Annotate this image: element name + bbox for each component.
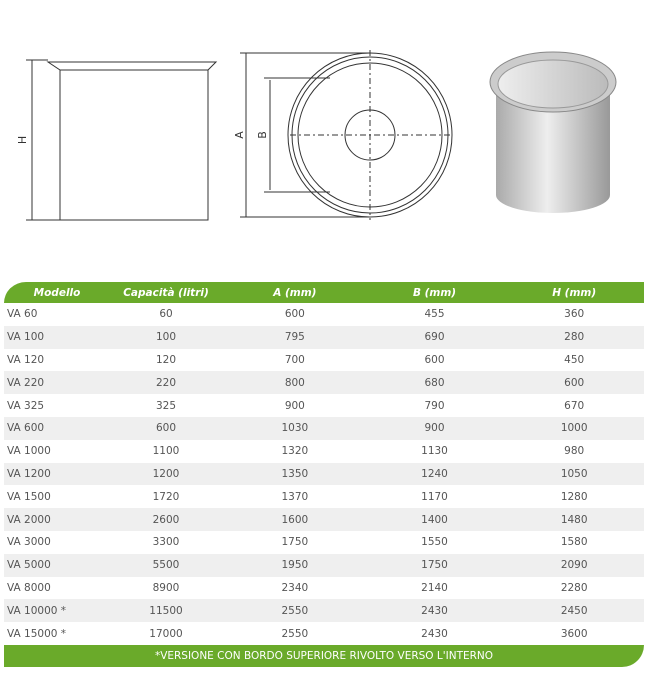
- table-cell: 600: [155, 422, 177, 435]
- table-cell: 1280: [560, 490, 588, 503]
- table-cell: 60: [159, 308, 173, 321]
- table-cell: 670: [564, 399, 585, 412]
- table-cell: 2140: [421, 581, 448, 594]
- table-cell: 17000: [149, 627, 183, 640]
- table-cell: 1000: [560, 422, 588, 435]
- table-cell: 1200: [152, 467, 180, 480]
- table-row: [4, 531, 644, 554]
- table-cell: VA 600: [7, 422, 45, 435]
- table-cell: 3600: [560, 627, 588, 640]
- table-cell: 2280: [560, 581, 588, 594]
- table-cell: 325: [155, 399, 177, 412]
- table-cell: 680: [424, 376, 445, 389]
- table-cell: 1400: [421, 513, 448, 526]
- table-cell: 3300: [152, 536, 180, 549]
- table-cell: 1480: [560, 513, 588, 526]
- table-row: [4, 326, 644, 349]
- table-cell: 2340: [281, 581, 309, 594]
- table-cell: 280: [564, 331, 585, 344]
- table-row: [4, 349, 644, 372]
- table-cell: 2090: [560, 559, 588, 572]
- label-h: H: [16, 135, 29, 145]
- table-cell: 1950: [281, 559, 309, 572]
- technical-drawings: [0, 0, 647, 270]
- table-row: [4, 508, 644, 531]
- table-cell: VA 5000: [7, 559, 51, 572]
- table-cell: VA 15000 *: [7, 627, 67, 640]
- table-cell: 690: [424, 331, 445, 344]
- table-cell: 2430: [421, 627, 448, 640]
- table-cell: 1550: [421, 536, 448, 549]
- table-cell: 1100: [152, 445, 180, 458]
- table-cell: VA 2000: [7, 513, 51, 526]
- table-cell: VA 1500: [7, 490, 51, 503]
- table-cell: 450: [564, 353, 585, 366]
- table-cell: 700: [284, 353, 305, 366]
- table-row: [4, 303, 644, 326]
- product-table: [4, 282, 644, 667]
- table-cell: 2550: [281, 627, 309, 640]
- table-cell: VA 1200: [7, 467, 51, 480]
- table-cell: 1050: [560, 467, 588, 480]
- table-row: [4, 463, 644, 486]
- table-cell: 600: [424, 353, 445, 366]
- table-cell: VA 1000: [7, 445, 51, 458]
- table-cell: VA 60: [7, 308, 38, 321]
- table-cell: 2550: [281, 604, 309, 617]
- table-row: [4, 440, 644, 463]
- table-cell: VA 325: [7, 399, 45, 412]
- svg-text:A: A: [233, 131, 246, 139]
- table-cell: 600: [564, 376, 585, 389]
- table-row: [4, 554, 644, 577]
- table-header: Modello Capacità (litri) A (mm) B (mm) H (mm): [4, 282, 644, 303]
- table-cell: 455: [424, 308, 445, 321]
- table-row: [4, 599, 644, 622]
- table-cell: 5500: [152, 559, 180, 572]
- table-row: [4, 622, 644, 645]
- table-cell: 1240: [421, 467, 448, 480]
- cylinder-3d: [490, 52, 616, 213]
- table-cell: 1750: [281, 536, 309, 549]
- table-cell: 1720: [152, 490, 180, 503]
- table-row: [4, 371, 644, 394]
- top-view: [233, 50, 452, 220]
- footnote: *VERSIONE CON BORDO SUPERIORE RIVOLTO VERSO L'INTERNO: [4, 645, 644, 667]
- table-cell: 1320: [281, 445, 309, 458]
- table-cell: VA 10000 *: [7, 604, 67, 617]
- table-cell: 120: [155, 353, 177, 366]
- table-cell: 800: [284, 376, 305, 389]
- table-cell: 2430: [421, 604, 448, 617]
- table-row: [4, 577, 644, 600]
- table-cell: 1350: [281, 467, 309, 480]
- table-cell: 1030: [281, 422, 309, 435]
- table-cell: VA 120: [7, 353, 45, 366]
- table-cell: VA 220: [7, 376, 45, 389]
- table-cell: 1580: [560, 536, 588, 549]
- svg-text:B: B: [256, 131, 269, 139]
- table-cell: 1170: [421, 490, 448, 503]
- table-row: [4, 485, 644, 508]
- table-row: [4, 417, 644, 440]
- table-cell: 1600: [281, 513, 309, 526]
- table-cell: 980: [564, 445, 585, 458]
- table-cell: VA 100: [7, 331, 45, 344]
- table-cell: VA 8000: [7, 581, 51, 594]
- table-cell: 1370: [281, 490, 309, 503]
- table-cell: 100: [155, 331, 177, 344]
- table-cell: 8900: [152, 581, 180, 594]
- table-cell: 2600: [152, 513, 180, 526]
- table-cell: VA 3000: [7, 536, 51, 549]
- table-cell: 2450: [560, 604, 588, 617]
- table-cell: 790: [424, 399, 445, 412]
- table-cell: 900: [424, 422, 445, 435]
- table-cell: 360: [564, 308, 585, 321]
- table-cell: 220: [155, 376, 177, 389]
- table-cell: 795: [284, 331, 305, 344]
- table-row: [4, 394, 644, 417]
- side-view: [16, 60, 216, 220]
- table-cell: 900: [284, 399, 305, 412]
- table-cell: 1750: [421, 559, 448, 572]
- table-cell: 11500: [149, 604, 183, 617]
- table-cell: 1130: [421, 445, 448, 458]
- table-cell: 600: [284, 308, 305, 321]
